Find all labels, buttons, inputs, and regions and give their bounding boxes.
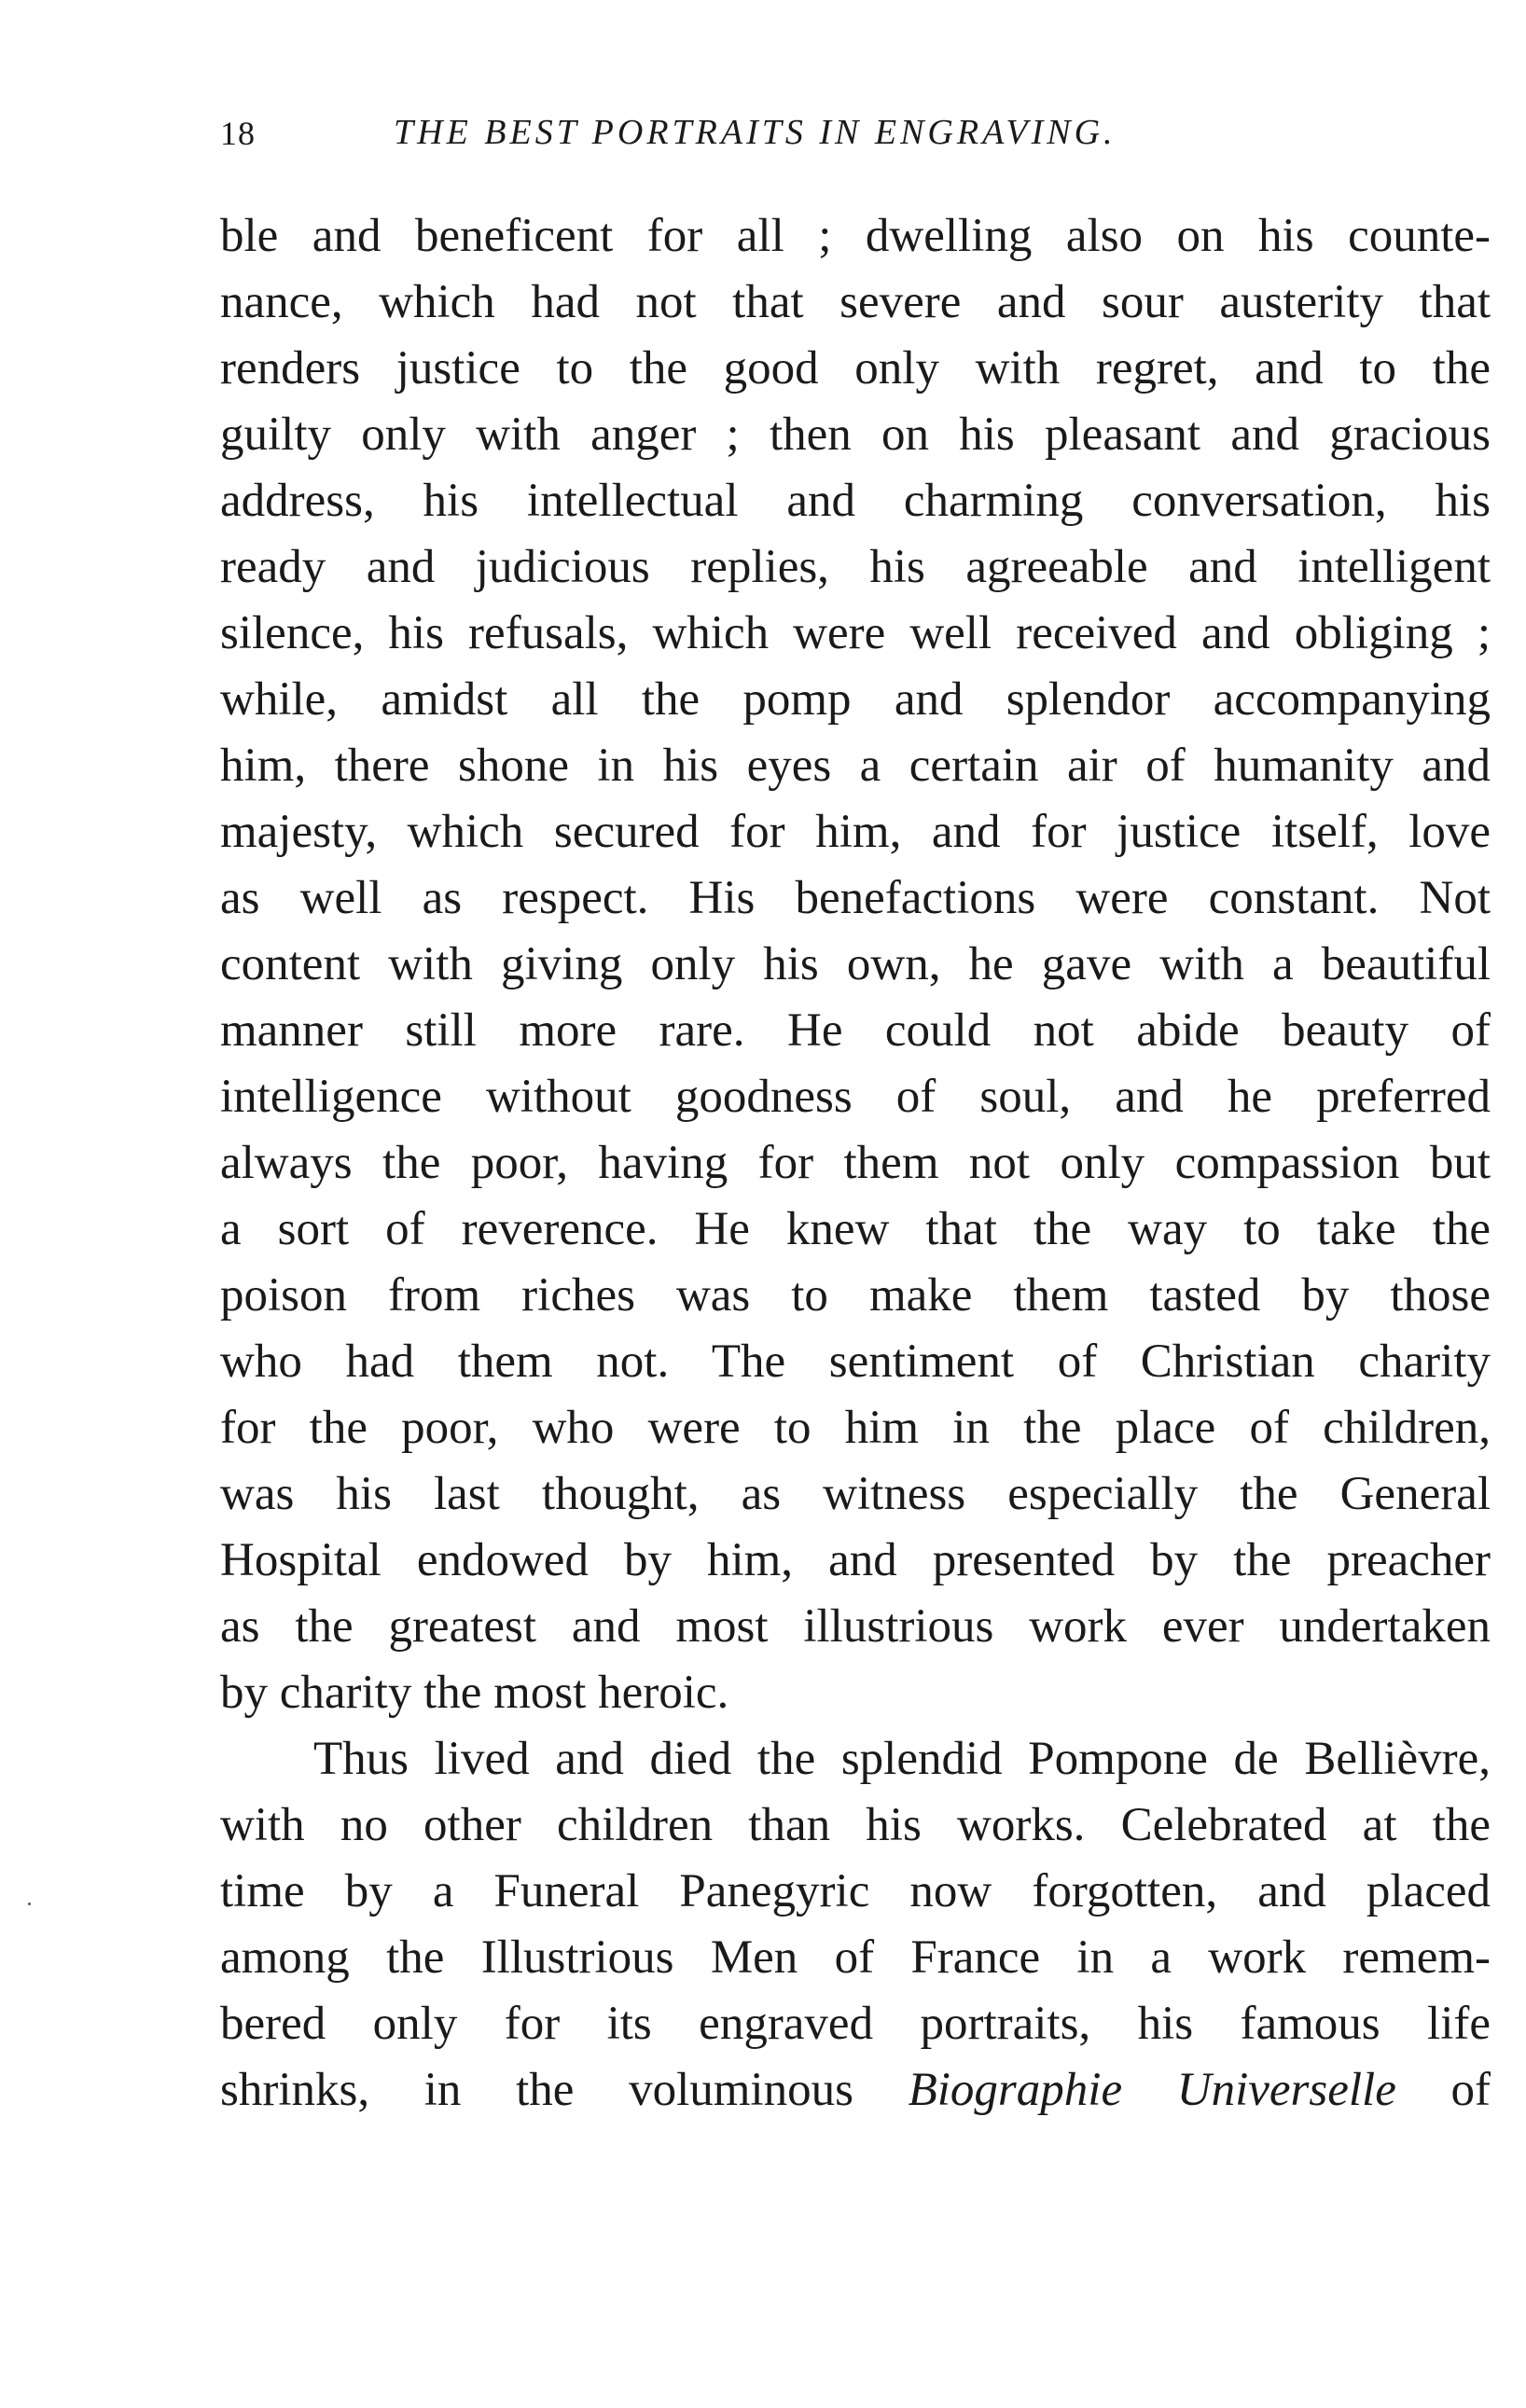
text-line: as the greatest and most illustrious work ever undertaken [220, 1600, 1491, 1653]
text-line: ble and beneficent for all ; dwelling also on his counte- [220, 210, 1491, 262]
text-line: poison from riches was to make them tasted by those [220, 1269, 1491, 1322]
text-line: as well as respect. His benefactions were constant. Not [220, 872, 1491, 924]
running-title: THE BEST PORTRAITS IN ENGRAVING. [394, 113, 1117, 152]
text-line: Hospital endowed by him, and presented by the preacher [220, 1534, 1491, 1586]
page-number: 18 [220, 115, 256, 152]
text-line-final [220, 2057, 1491, 2124]
text-line: who had them not. The sentiment of Christian charity [220, 1335, 1491, 1388]
text-line: always the poor, having for them not only compassion but [220, 1137, 1491, 1189]
page-header [216, 104, 1485, 160]
text-line: for the poor, who were to him in the place of children, [220, 1402, 1491, 1454]
text-line: among the Illustrious Men of France in a work remem- [220, 1931, 1491, 1984]
text-line: bered only for its engraved portraits, his famous life [220, 1998, 1491, 2050]
paragraph-2 [220, 1726, 1491, 2124]
text-line: Thus lived and died the splendid Pompone de Bellièvre, [313, 1733, 1491, 1785]
text-line: address, his intellectual and charming conversation, his [220, 475, 1491, 527]
text-line: by charity the most heroic. [220, 1667, 729, 1719]
text-line: him, there shone in his eyes a certain air of humanity and [220, 740, 1491, 792]
text-line: was his last thought, as witness especially the General [220, 1468, 1491, 1520]
text-segment: of [1395, 2064, 1491, 2116]
text-line: ready and judicious replies, his agreeable and intelligent [220, 541, 1491, 593]
text-line: intelligence without goodness of soul, and he preferred [220, 1071, 1491, 1123]
body-text [220, 203, 1491, 2124]
text-line: renders justice to the good only with regret, and to the [220, 342, 1491, 394]
paragraph-1 [220, 203, 1491, 1726]
text-line: majesty, which secured for him, and for justice itself, love [220, 806, 1491, 858]
text-line: content with giving only his own, he gave with a beautiful [220, 938, 1491, 990]
text-line: while, amidst all the pomp and splendor accompanying [220, 673, 1491, 726]
text-line: with no other children than his works. Celebrated at the [220, 1799, 1491, 1851]
margin-speck [28, 1903, 31, 1905]
text-line: nance, which had not that severe and sour austerity that [220, 276, 1491, 328]
text-line: manner still more rare. He could not abide beauty of [220, 1004, 1491, 1057]
text-line: guilty only with anger ; then on his pleasant and gracious [220, 408, 1491, 461]
text-line: silence, his refusals, which were well received and obliging ; [220, 607, 1491, 659]
text-segment: shrinks, in the voluminous [220, 2064, 909, 2116]
text-line: time by a Funeral Panegyric now forgotten, and placed [220, 1865, 1491, 1917]
text-line: a sort of reverence. He knew that the way to take the [220, 1203, 1491, 1255]
book-title: Biographie Universelle [908, 2064, 1396, 2116]
